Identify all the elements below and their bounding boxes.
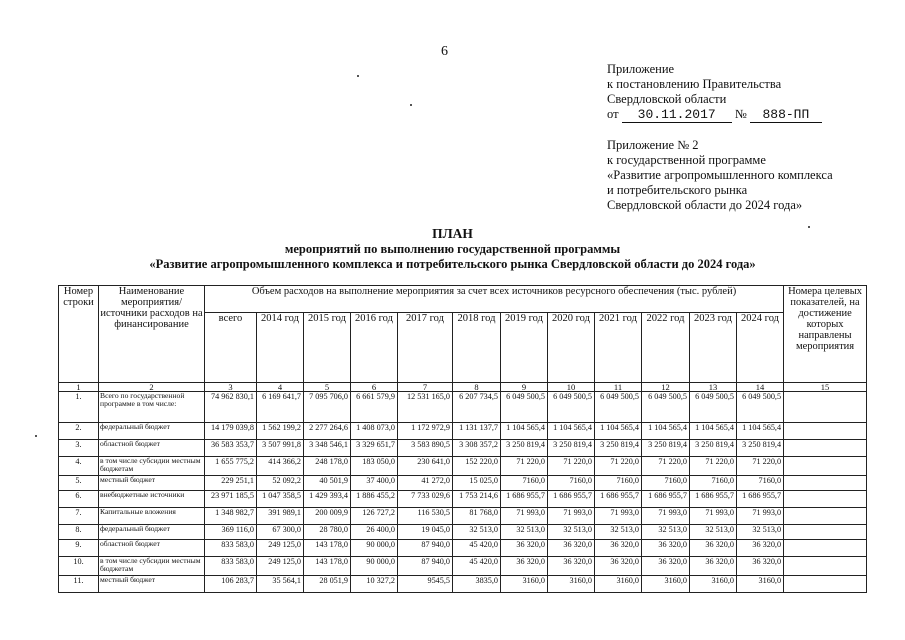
value-cell: 36 320,0 (642, 540, 690, 557)
value-cell: 67 300,0 (257, 525, 304, 540)
value-cell: 391 989,1 (257, 508, 304, 525)
value-cell: 6 049 500,5 (501, 392, 548, 423)
value-cell: 3 250 819,4 (595, 440, 642, 457)
value-cell: 3 250 819,4 (690, 440, 737, 457)
value-cell: 7 095 706,0 (304, 392, 351, 423)
header-year: 2014 год (257, 313, 304, 383)
row-name-cell: местный бюджет (99, 476, 205, 491)
date-prefix: от (607, 107, 619, 121)
value-cell: 3160,0 (595, 576, 642, 593)
value-cell: 87 940,0 (398, 540, 453, 557)
value-cell: 71 220,0 (548, 457, 595, 476)
table-row (59, 457, 867, 476)
value-cell: 90 000,0 (351, 557, 398, 576)
value-cell: 36 320,0 (501, 557, 548, 576)
value-cell: 152 220,0 (453, 457, 501, 476)
value-cell: 7160,0 (690, 476, 737, 491)
row-name-cell: в том числе субсидии местным бюджетам (99, 457, 205, 476)
value-cell: 37 400,0 (351, 476, 398, 491)
plan-table (58, 285, 867, 593)
value-cell: 87 940,0 (398, 557, 453, 576)
value-cell: 36 320,0 (595, 557, 642, 576)
value-cell: 230 641,0 (398, 457, 453, 476)
value-cell: 32 513,0 (501, 525, 548, 540)
value-cell: 3 250 819,4 (548, 440, 595, 457)
appendix-resolution-block (607, 62, 822, 123)
value-cell: 414 366,2 (257, 457, 304, 476)
table-row (59, 491, 867, 508)
value-cell: 1 686 955,7 (501, 491, 548, 508)
scan-speck (808, 226, 810, 228)
value-cell: 3160,0 (548, 576, 595, 593)
appendix-line: и потребительского рынка (607, 183, 748, 197)
value-cell: 1 131 137,7 (453, 423, 501, 440)
value-cell: 71 220,0 (690, 457, 737, 476)
header-year: 2021 год (595, 313, 642, 383)
value-cell: 6 049 500,5 (642, 392, 690, 423)
column-index-cell: 6 (351, 383, 398, 392)
value-cell: 1 104 565,4 (642, 423, 690, 440)
value-cell: 6 049 500,5 (690, 392, 737, 423)
value-cell: 3160,0 (501, 576, 548, 593)
header-year: 2024 год (737, 313, 784, 383)
row-number-cell: 11. (59, 576, 99, 593)
value-cell: 3 507 991,8 (257, 440, 304, 457)
value-cell: 45 420,0 (453, 557, 501, 576)
value-cell: 74 962 830,1 (205, 392, 257, 423)
value-cell: 1 686 955,7 (690, 491, 737, 508)
resolution-date: 30.11.2017 (622, 107, 732, 123)
row-name-cell: в том числе субсидии местным бюджетам (99, 557, 205, 576)
value-cell: 32 513,0 (453, 525, 501, 540)
appendix-line: Приложение № 2 (607, 138, 699, 152)
table-row (59, 423, 867, 440)
target-indicators-cell (784, 540, 867, 557)
column-index-cell: 14 (737, 383, 784, 392)
value-cell: 1 686 955,7 (595, 491, 642, 508)
row-number-cell: 9. (59, 540, 99, 557)
value-cell: 71 220,0 (642, 457, 690, 476)
value-cell: 249 125,0 (257, 540, 304, 557)
column-index-cell: 3 (205, 383, 257, 392)
value-cell: 36 320,0 (595, 540, 642, 557)
value-cell: 71 993,0 (548, 508, 595, 525)
row-name-cell: федеральный бюджет (99, 525, 205, 540)
value-cell: 81 768,0 (453, 508, 501, 525)
table-row (59, 540, 867, 557)
target-indicators-cell (784, 440, 867, 457)
value-cell: 1 104 565,4 (737, 423, 784, 440)
value-cell: 12 531 165,0 (398, 392, 453, 423)
header-target-indicators: Номера целевых показателей, на достижение которых направлены мероприятия (784, 286, 867, 383)
row-name-cell: областной бюджет (99, 440, 205, 457)
appendix-line: к постановлению Правительства (607, 77, 782, 91)
value-cell: 36 320,0 (737, 540, 784, 557)
header-total: всего (205, 313, 257, 383)
appendix-line: Свердловской области до 2024 года» (607, 198, 803, 212)
value-cell: 36 320,0 (642, 557, 690, 576)
header-year: 2019 год (501, 313, 548, 383)
target-indicators-cell (784, 557, 867, 576)
value-cell: 71 993,0 (737, 508, 784, 525)
value-cell: 1 753 214,6 (453, 491, 501, 508)
header-row-number: Номер строки (59, 286, 99, 383)
value-cell: 28 780,0 (304, 525, 351, 540)
value-cell: 1 686 955,7 (548, 491, 595, 508)
value-cell: 6 049 500,5 (595, 392, 642, 423)
value-cell: 36 320,0 (690, 540, 737, 557)
table-row (59, 476, 867, 491)
value-cell: 1 104 565,4 (595, 423, 642, 440)
header-year: 2018 год (453, 313, 501, 383)
column-index-cell: 5 (304, 383, 351, 392)
row-number-cell: 5. (59, 476, 99, 491)
value-cell: 1 686 955,7 (737, 491, 784, 508)
target-indicators-cell (784, 508, 867, 525)
value-cell: 3160,0 (690, 576, 737, 593)
value-cell: 3835,0 (453, 576, 501, 593)
value-cell: 3 583 890,5 (398, 440, 453, 457)
number-prefix: № (734, 107, 747, 121)
value-cell: 36 320,0 (548, 557, 595, 576)
row-name-cell: местный бюджет (99, 576, 205, 593)
column-index-cell: 12 (642, 383, 690, 392)
value-cell: 45 420,0 (453, 540, 501, 557)
value-cell: 1 886 455,2 (351, 491, 398, 508)
value-cell: 833 583,0 (205, 557, 257, 576)
table-row (59, 557, 867, 576)
appendix-date-line (607, 107, 822, 123)
target-indicators-cell (784, 576, 867, 593)
row-number-cell: 7. (59, 508, 99, 525)
row-number-cell: 3. (59, 440, 99, 457)
value-cell: 35 564,1 (257, 576, 304, 593)
scan-speck (410, 104, 412, 106)
page-number: 6 (441, 44, 448, 59)
column-index-cell: 8 (453, 383, 501, 392)
value-cell: 1 047 358,5 (257, 491, 304, 508)
value-cell: 7160,0 (501, 476, 548, 491)
value-cell: 7160,0 (548, 476, 595, 491)
value-cell: 71 993,0 (690, 508, 737, 525)
value-cell: 1 562 199,2 (257, 423, 304, 440)
value-cell: 3 250 819,4 (642, 440, 690, 457)
value-cell: 2 277 264,6 (304, 423, 351, 440)
value-cell: 36 320,0 (501, 540, 548, 557)
target-indicators-cell (784, 525, 867, 540)
value-cell: 7160,0 (737, 476, 784, 491)
value-cell: 71 993,0 (642, 508, 690, 525)
resolution-number: 888-ПП (750, 107, 822, 123)
header-year: 2017 год (398, 313, 453, 383)
value-cell: 6 661 579,9 (351, 392, 398, 423)
value-cell: 52 092,2 (257, 476, 304, 491)
value-cell: 32 513,0 (642, 525, 690, 540)
table-header-row (59, 286, 867, 313)
row-number-cell: 10. (59, 557, 99, 576)
target-indicators-cell (784, 423, 867, 440)
value-cell: 71 220,0 (737, 457, 784, 476)
row-number-cell: 2. (59, 423, 99, 440)
row-number-cell: 8. (59, 525, 99, 540)
header-activity-name: Наименование мероприятия/ источники расходов на финансирование (99, 286, 205, 383)
table-row (59, 508, 867, 525)
value-cell: 71 220,0 (595, 457, 642, 476)
value-cell: 7160,0 (642, 476, 690, 491)
value-cell: 6 207 734,5 (453, 392, 501, 423)
scan-speck (357, 75, 359, 77)
header-year: 2020 год (548, 313, 595, 383)
value-cell: 1 429 393,4 (304, 491, 351, 508)
value-cell: 10 327,2 (351, 576, 398, 593)
value-cell: 3 329 651,7 (351, 440, 398, 457)
value-cell: 183 050,0 (351, 457, 398, 476)
column-index-cell: 7 (398, 383, 453, 392)
column-index-row (59, 383, 867, 392)
value-cell: 36 320,0 (737, 557, 784, 576)
value-cell: 71 993,0 (501, 508, 548, 525)
value-cell: 106 283,7 (205, 576, 257, 593)
value-cell: 3 348 546,1 (304, 440, 351, 457)
plan-subtitle: мероприятий по выполнению государственной программы (284, 242, 621, 256)
row-name-cell: областной бюджет (99, 540, 205, 557)
value-cell: 32 513,0 (595, 525, 642, 540)
value-cell: 36 583 353,7 (205, 440, 257, 457)
value-cell: 6 049 500,5 (548, 392, 595, 423)
column-index-cell: 10 (548, 383, 595, 392)
value-cell: 1 104 565,4 (548, 423, 595, 440)
column-index-cell: 2 (99, 383, 205, 392)
value-cell: 126 727,2 (351, 508, 398, 525)
value-cell: 14 179 039,8 (205, 423, 257, 440)
appendix-program-block (607, 138, 833, 213)
value-cell: 6 049 500,5 (737, 392, 784, 423)
appendix-line: к государственной программе (607, 153, 766, 167)
target-indicators-cell (784, 491, 867, 508)
value-cell: 1 104 565,4 (501, 423, 548, 440)
table-body (59, 392, 867, 593)
value-cell: 3 308 357,2 (453, 440, 501, 457)
row-name-cell: федеральный бюджет (99, 423, 205, 440)
value-cell: 1 408 073,0 (351, 423, 398, 440)
plan-title: ПЛАН (432, 226, 473, 241)
value-cell: 23 971 185,5 (205, 491, 257, 508)
value-cell: 229 251,1 (205, 476, 257, 491)
header-year: 2022 год (642, 313, 690, 383)
value-cell: 1 655 775,2 (205, 457, 257, 476)
plan-program-name: «Развитие агропромышленного комплекса и потребительского рынка Свердловской области до 2024 года» (149, 257, 756, 271)
value-cell: 71 220,0 (501, 457, 548, 476)
target-indicators-cell (784, 476, 867, 491)
appendix-line: «Развитие агропромышленного комплекса (607, 168, 833, 182)
column-index-cell: 13 (690, 383, 737, 392)
scan-speck (35, 435, 37, 437)
value-cell: 3160,0 (737, 576, 784, 593)
value-cell: 143 178,0 (304, 540, 351, 557)
value-cell: 1 348 982,7 (205, 508, 257, 525)
value-cell: 200 009,9 (304, 508, 351, 525)
value-cell: 7160,0 (595, 476, 642, 491)
value-cell: 833 583,0 (205, 540, 257, 557)
column-index-cell: 1 (59, 383, 99, 392)
value-cell: 3160,0 (642, 576, 690, 593)
header-year: 2015 год (304, 313, 351, 383)
value-cell: 71 993,0 (595, 508, 642, 525)
row-number-cell: 1. (59, 392, 99, 423)
column-index-cell: 15 (784, 383, 867, 392)
header-year: 2016 год (351, 313, 398, 383)
appendix-line: Приложение (607, 62, 675, 76)
value-cell: 3 250 819,4 (501, 440, 548, 457)
row-number-cell: 6. (59, 491, 99, 508)
value-cell: 19 045,0 (398, 525, 453, 540)
value-cell: 369 116,0 (205, 525, 257, 540)
value-cell: 32 513,0 (548, 525, 595, 540)
target-indicators-cell (784, 392, 867, 423)
table-row (59, 392, 867, 423)
value-cell: 32 513,0 (690, 525, 737, 540)
header-expense-volume: Объем расходов на выполнение мероприятия за счет всех источников ресурсного обеспечения (тыс. рублей) (205, 286, 784, 313)
value-cell: 1 104 565,4 (690, 423, 737, 440)
row-name-cell: внебюджетные источники (99, 491, 205, 508)
value-cell: 116 530,5 (398, 508, 453, 525)
value-cell: 15 025,0 (453, 476, 501, 491)
value-cell: 143 178,0 (304, 557, 351, 576)
row-name-cell: Всего по государственной программе в том числе: (99, 392, 205, 423)
row-number-cell: 4. (59, 457, 99, 476)
value-cell: 1 686 955,7 (642, 491, 690, 508)
target-indicators-cell (784, 457, 867, 476)
value-cell: 26 400,0 (351, 525, 398, 540)
value-cell: 248 178,0 (304, 457, 351, 476)
header-year: 2023 год (690, 313, 737, 383)
value-cell: 41 272,0 (398, 476, 453, 491)
column-index-cell: 11 (595, 383, 642, 392)
value-cell: 7 733 029,6 (398, 491, 453, 508)
column-index-cell: 4 (257, 383, 304, 392)
table-row (59, 440, 867, 457)
value-cell: 3 250 819,4 (737, 440, 784, 457)
value-cell: 90 000,0 (351, 540, 398, 557)
value-cell: 36 320,0 (690, 557, 737, 576)
value-cell: 249 125,0 (257, 557, 304, 576)
value-cell: 32 513,0 (737, 525, 784, 540)
table-row (59, 525, 867, 540)
value-cell: 1 172 972,9 (398, 423, 453, 440)
value-cell: 9545,5 (398, 576, 453, 593)
column-index-cell: 9 (501, 383, 548, 392)
appendix-line: Свердловской области (607, 92, 727, 106)
value-cell: 36 320,0 (548, 540, 595, 557)
value-cell: 28 051,9 (304, 576, 351, 593)
row-name-cell: Капитальные вложения (99, 508, 205, 525)
value-cell: 6 169 641,7 (257, 392, 304, 423)
table-row (59, 576, 867, 593)
value-cell: 40 501,9 (304, 476, 351, 491)
